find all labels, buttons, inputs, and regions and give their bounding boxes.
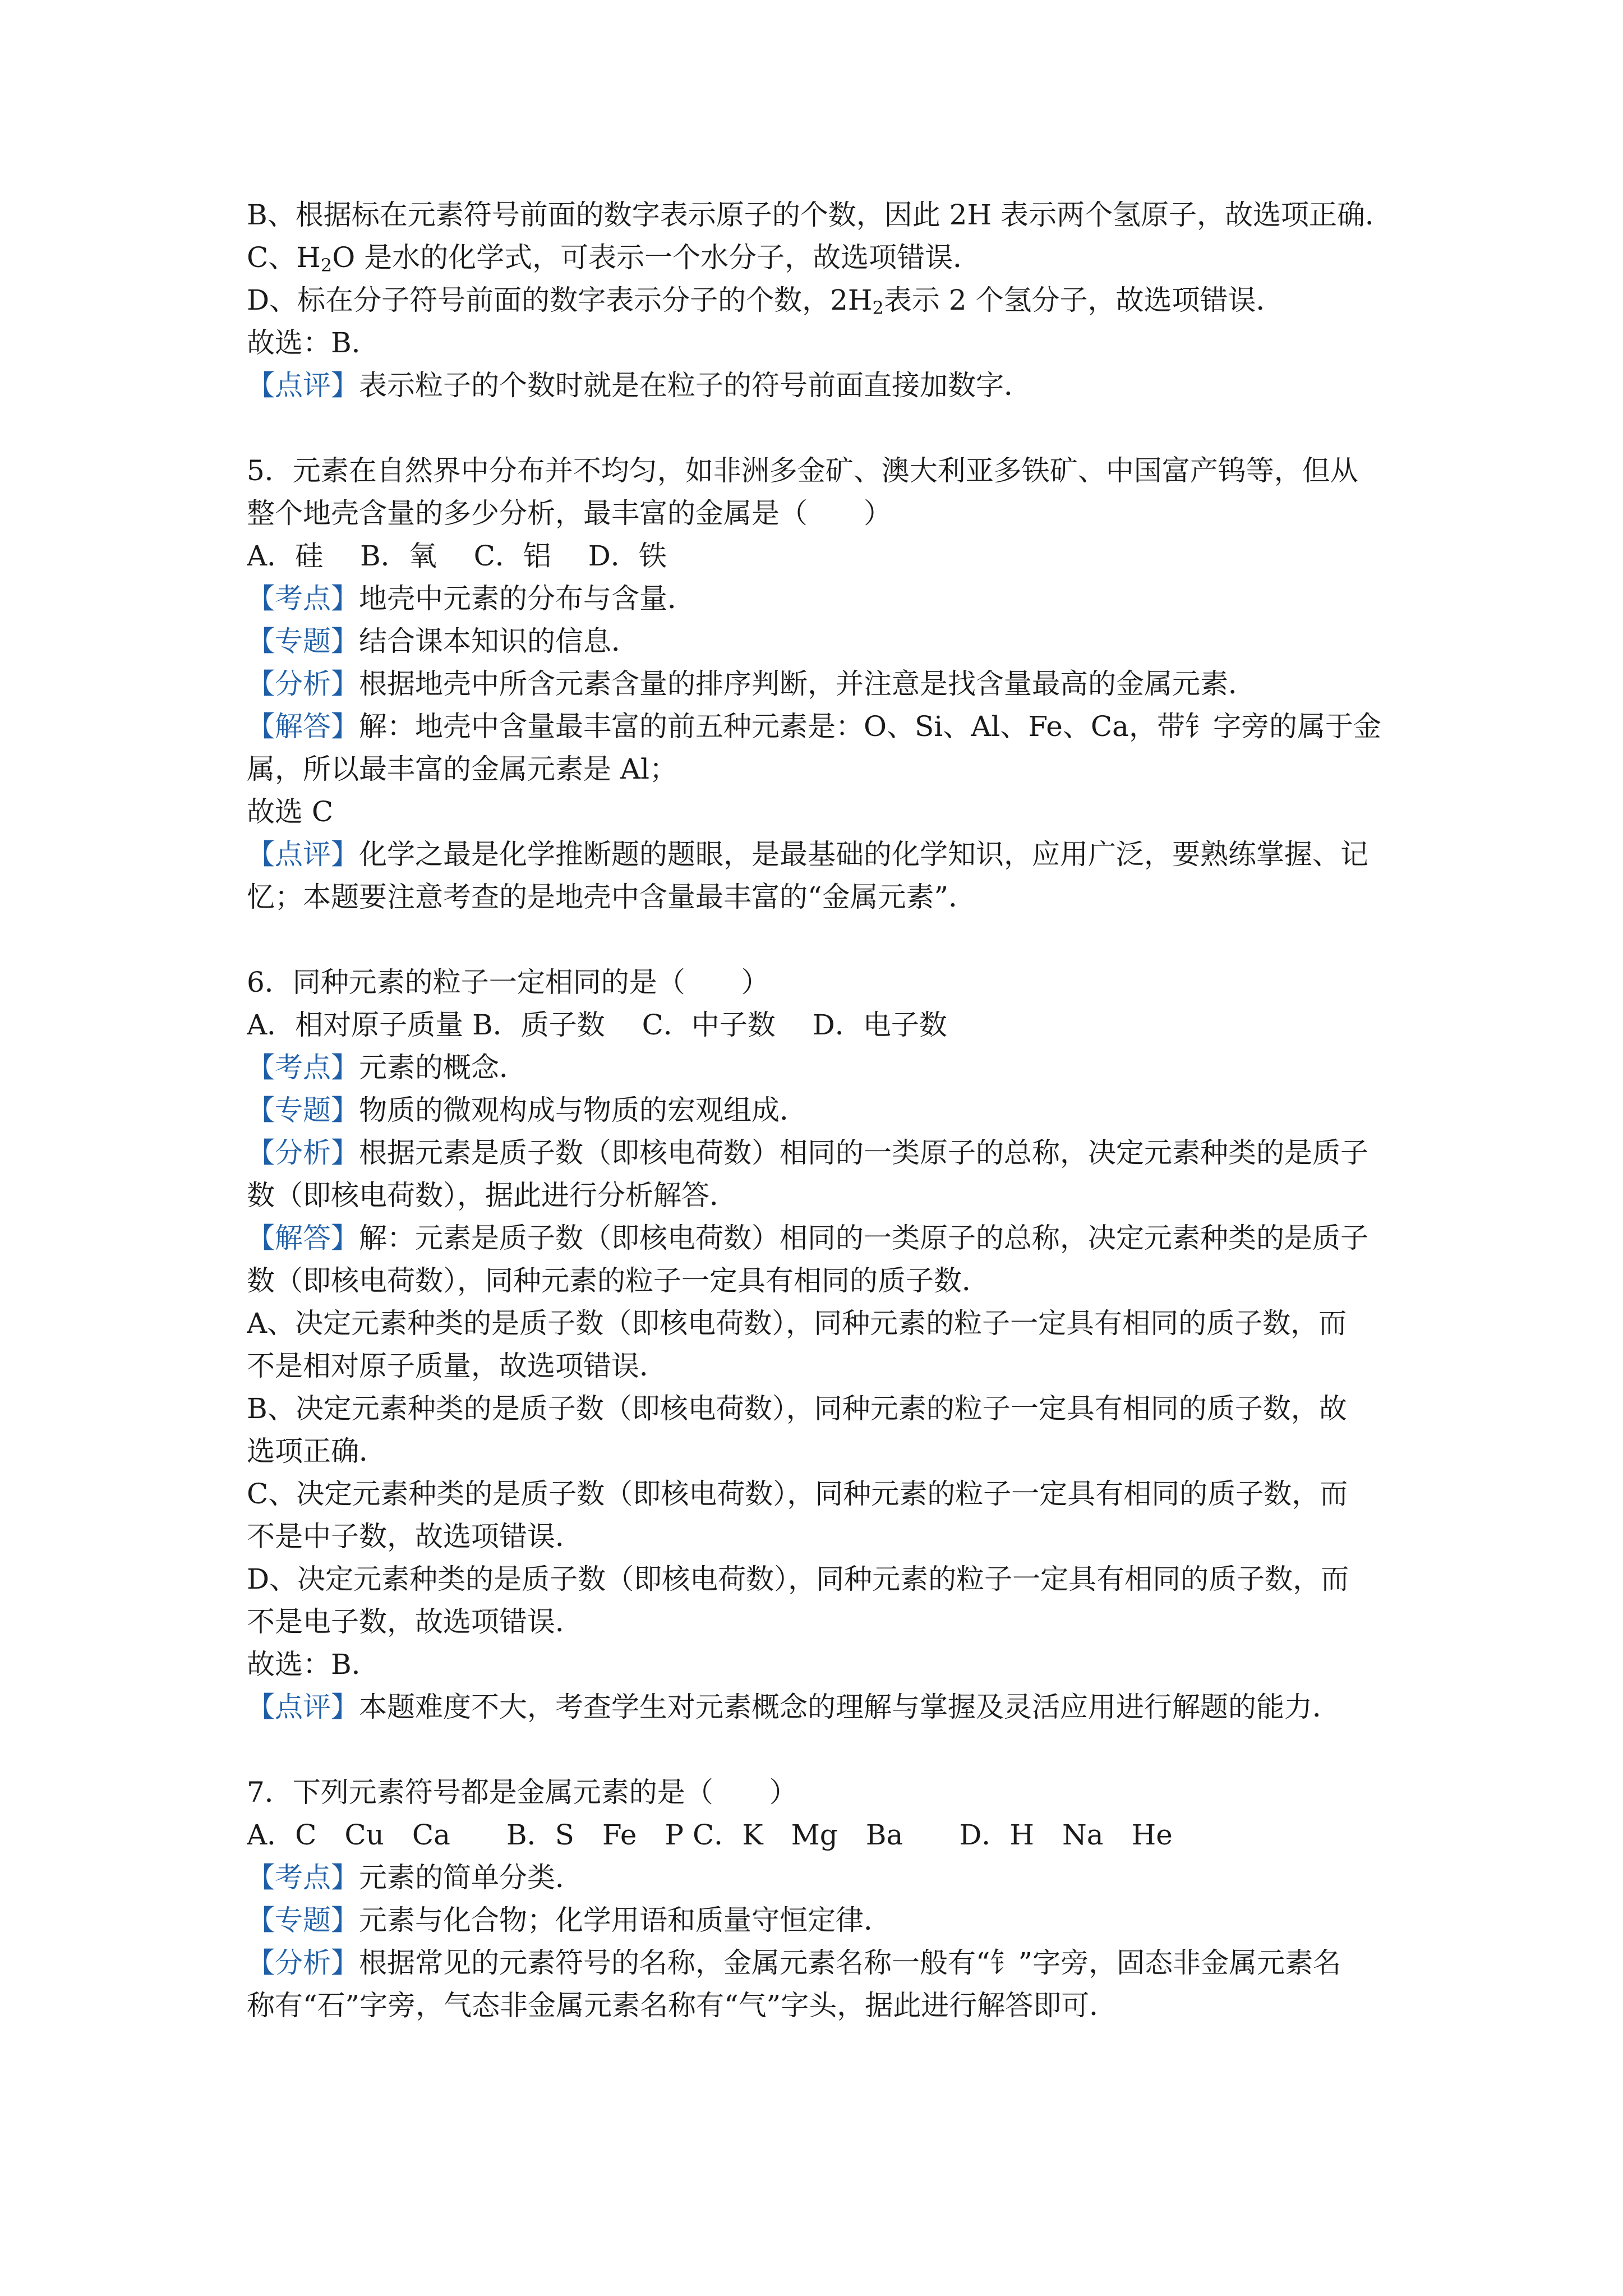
q7-fenxi-line1: 【分析】根据常见的元素符号的名称，金属元素名称一般有“钅”字旁，固态非金属元素名 <box>247 1947 1341 1979</box>
q6-analysis-b-line1: B、决定元素种类的是质子数（即核电荷数），同种元素的粒子一定具有相同的质子数，故 <box>247 1392 1347 1425</box>
q5-zhuanti: 【专题】结合课本知识的信息． <box>247 625 639 657</box>
prev-answer: 故选：B． <box>247 326 380 359</box>
q5-kaodian: 【考点】地壳中元素的分布与含量． <box>247 582 695 615</box>
q6-analysis-a-line2: 不是相对原子质量，故选项错误． <box>247 1350 667 1382</box>
zhuanti-tag: 【专题】 <box>247 1904 359 1936</box>
q5-jieda-line2: 属，所以最丰富的金属元素是 Al； <box>247 753 677 785</box>
zhuanti-tag: 【专题】 <box>247 625 359 657</box>
document-page <box>247 194 1396 2027</box>
prev-option-b: B、根据标在元素符号前面的数字表示原子的个数，因此 2H 表示两个氢原子，故选项正确． <box>247 199 1393 231</box>
q7-options: A．C Cu Ca B．S Fe P C．K Mg Ba D．H Na He <box>247 1819 1173 1851</box>
prev-dianping: 【点评】表示粒子的个数时就是在粒子的符号前面直接加数字． <box>247 369 1032 402</box>
q7-kaodian: 【考点】元素的简单分类． <box>247 1861 583 1894</box>
dianping-tag: 【点评】 <box>247 838 359 871</box>
prev-option-d: D、标在分子符号前面的数字表示分子的个数，$2H_2$表示 2 个氢分子，故选项错误． <box>247 284 1284 319</box>
q5-answer: 故选 C <box>247 795 334 828</box>
fenxi-tag: 【分析】 <box>247 668 359 700</box>
q5-stem-line2: 整个地壳含量的多少分析，最丰富的金属是（ ） <box>247 497 892 530</box>
prev-option-c: C、$H_2O$ 是水的化学式，可表示一个水分子，故选项错误． <box>247 241 981 276</box>
zhuanti-tag: 【专题】 <box>247 1094 359 1126</box>
q6-fenxi-line1: 【分析】根据元素是质子数（即核电荷数）相同的一类原子的总称，决定元素种类的是质子 <box>247 1137 1368 1169</box>
q6-zhuanti: 【专题】物质的微观构成与物质的宏观组成． <box>247 1094 808 1126</box>
q6-fenxi-line2: 数（即核电荷数），据此进行分析解答． <box>247 1179 737 1212</box>
fenxi-tag: 【分析】 <box>247 1137 359 1169</box>
q7-fenxi-line2: 称有“石”字旁，气态非金属元素名称有“气”字头，据此进行解答即可． <box>247 1989 1118 2022</box>
q6-analysis-d-line1: D、决定元素种类的是质子数（即核电荷数），同种元素的粒子一定具有相同的质子数，而 <box>247 1563 1349 1595</box>
q5-dianping-line2: 忆；本题要注意考查的是地壳中含量最丰富的“金属元素”． <box>247 881 977 913</box>
q6-stem: 6．同种元素的粒子一定相同的是（ ） <box>247 966 769 999</box>
q5-stem-line1: 5．元素在自然界中分布并不均匀，如非洲多金矿、澳大利亚多铁矿、中国富产钨等，但从 <box>247 454 1358 487</box>
q6-analysis-c-line1: C、决定元素种类的是质子数（即核电荷数），同种元素的粒子一定具有相同的质子数，而 <box>247 1478 1348 1510</box>
jieda-tag: 【解答】 <box>247 710 359 743</box>
q6-options: A．相对原子质量 B．质子数 C．中子数 D．电子数 <box>247 1009 947 1041</box>
q6-kaodian: 【考点】元素的概念． <box>247 1051 527 1084</box>
q6-dianping: 【点评】本题难度不大，考查学生对元素概念的理解与掌握及灵活应用进行解题的能力． <box>247 1691 1340 1723</box>
q6-jieda-line2: 数（即核电荷数），同种元素的粒子一定具有相同的质子数． <box>247 1264 990 1297</box>
q5-fenxi: 【分析】根据地壳中所含元素含量的排序判断，并注意是找含量最高的金属元素． <box>247 668 1256 700</box>
q6-analysis-c-line2: 不是中子数，故选项错误． <box>247 1520 583 1553</box>
q5-jieda-line1: 【解答】解：地壳中含量最丰富的前五种元素是：O、Si、Al、Fe、Ca，带钅字旁的属于金 <box>247 710 1381 743</box>
kaodian-tag: 【考点】 <box>247 1861 359 1894</box>
q5-options: A．硅 B．氧 C．铝 D．铁 <box>247 540 667 572</box>
q6-jieda-line1: 【解答】解：元素是质子数（即核电荷数）相同的一类原子的总称，决定元素种类的是质子 <box>247 1222 1368 1254</box>
q7-stem: 7．下列元素符号都是金属元素的是（ ） <box>247 1776 797 1809</box>
q6-answer: 故选：B． <box>247 1648 380 1681</box>
kaodian-tag: 【考点】 <box>247 582 359 615</box>
dianping-tag: 【点评】 <box>247 369 359 402</box>
q6-analysis-d-line2: 不是电子数，故选项错误． <box>247 1605 583 1638</box>
fenxi-tag: 【分析】 <box>247 1947 359 1979</box>
q5-dianping-line1: 【点评】化学之最是化学推断题的题眼，是最基础的化学知识，应用广泛，要熟练掌握、记 <box>247 838 1368 871</box>
kaodian-tag: 【考点】 <box>247 1051 359 1084</box>
jieda-tag: 【解答】 <box>247 1222 359 1254</box>
dianping-tag: 【点评】 <box>247 1691 359 1723</box>
q6-analysis-a-line1: A、决定元素种类的是质子数（即核电荷数），同种元素的粒子一定具有相同的质子数，而 <box>247 1307 1347 1340</box>
q6-analysis-b-line2: 选项正确． <box>247 1435 387 1467</box>
q7-zhuanti: 【专题】元素与化合物；化学用语和质量守恒定律． <box>247 1904 892 1936</box>
